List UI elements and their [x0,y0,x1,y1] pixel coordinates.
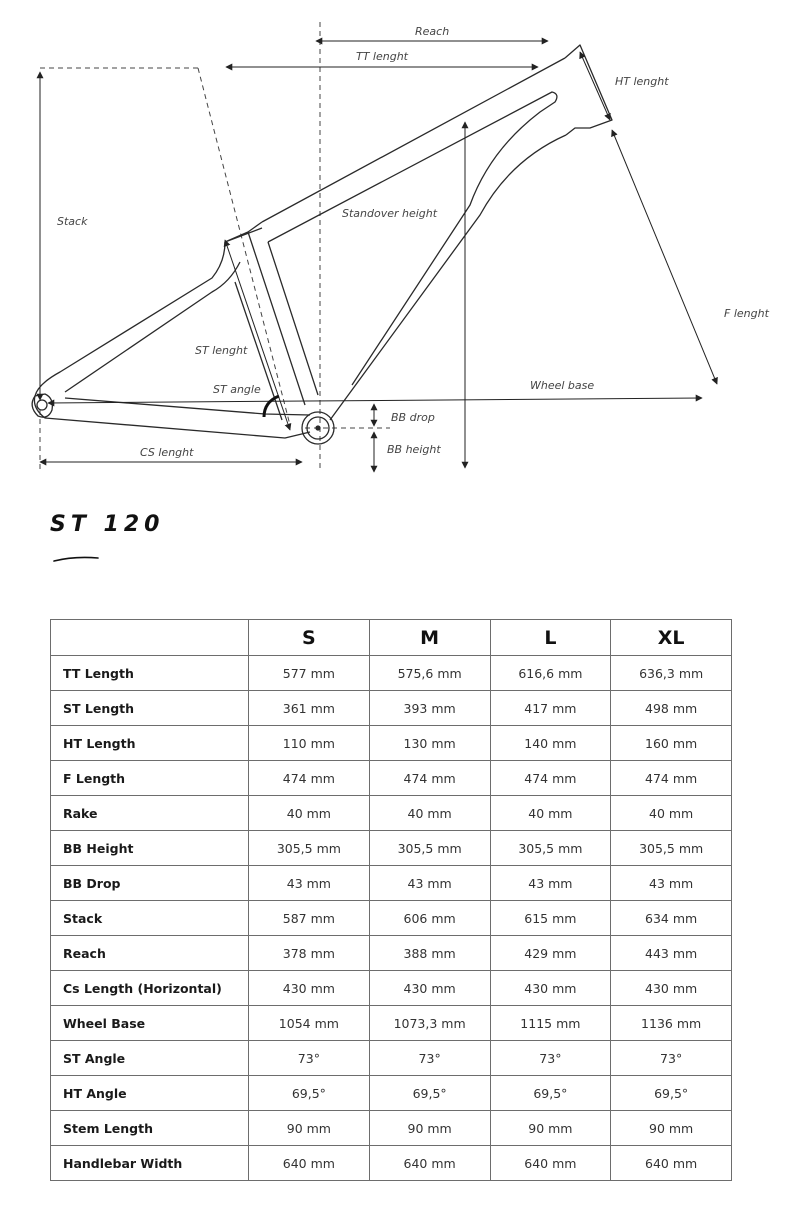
table-cell: 634 mm [611,901,732,936]
table-cell: 1054 mm [249,1006,370,1041]
table-row [51,1111,732,1146]
row-label: TT Length [51,656,249,691]
bb-height-label: BB height [387,443,441,456]
dimension-lines [40,41,717,472]
table-cell: 90 mm [611,1111,732,1146]
table-cell: 43 mm [490,866,611,901]
bb-drop-label: BB drop [391,411,435,424]
table-cell: 40 mm [369,796,490,831]
row-label: Stack [51,901,249,936]
wheel-base-label: Wheel base [530,379,595,392]
table-cell: 130 mm [369,726,490,761]
table-cell: 305,5 mm [490,831,611,866]
table-cell: 110 mm [249,726,370,761]
table-row [51,936,732,971]
table-row [51,971,732,1006]
table-row [51,1076,732,1111]
table-cell: 1136 mm [611,1006,732,1041]
table-cell: 429 mm [490,936,611,971]
row-label: Reach [51,936,249,971]
model-title: ST 120 [50,512,165,537]
row-label: HT Angle [51,1076,249,1111]
row-label: F Length [51,761,249,796]
table-cell: 474 mm [369,761,490,796]
f-length-label: F lenght [724,307,769,320]
reach-label: Reach [415,25,450,38]
table-cell: 40 mm [490,796,611,831]
table-cell: 575,6 mm [369,656,490,691]
table-cell: 90 mm [490,1111,611,1146]
table-cell: 388 mm [369,936,490,971]
table-cell: 640 mm [249,1146,370,1181]
table-row [51,1041,732,1076]
table-cell: 140 mm [490,726,611,761]
row-label: Handlebar Width [51,1146,249,1181]
table-cell: 40 mm [611,796,732,831]
table-cell: 616,6 mm [490,656,611,691]
st-angle-label: ST angle [213,383,261,396]
table-row [51,761,732,796]
row-label: Rake [51,796,249,831]
table-cell: 1115 mm [490,1006,611,1041]
table-cell: 636,3 mm [611,656,732,691]
table-cell: 305,5 mm [611,831,732,866]
table-cell: 73° [611,1041,732,1076]
table-row [51,656,732,691]
table-cell: 587 mm [249,901,370,936]
table-cell: 305,5 mm [369,831,490,866]
row-label: Cs Length (Horizontal) [51,971,249,1006]
table-cell: 1073,3 mm [369,1006,490,1041]
table-cell: 73° [490,1041,611,1076]
table-cell: 430 mm [369,971,490,1006]
table-cell: 43 mm [611,866,732,901]
wheel-base-dimension [48,398,702,403]
table-cell: 417 mm [490,691,611,726]
table-cell: 73° [249,1041,370,1076]
row-label: BB Drop [51,866,249,901]
size-header: XL [611,620,732,656]
table-cell: 474 mm [249,761,370,796]
table-corner-cell [51,620,249,656]
table-cell: 606 mm [369,901,490,936]
standover-height-label: Standover height [342,207,438,220]
cs-length-label: CS lenght [140,446,194,459]
table-cell: 361 mm [249,691,370,726]
table-cell: 430 mm [611,971,732,1006]
row-label: BB Height [51,831,249,866]
table-row [51,866,732,901]
frame-geometry-diagram [0,0,790,480]
table-row [51,1006,732,1041]
table-cell: 160 mm [611,726,732,761]
table-cell: 378 mm [249,936,370,971]
table-cell: 90 mm [249,1111,370,1146]
row-label: Wheel Base [51,1006,249,1041]
table-row [51,796,732,831]
geometry-table [50,619,732,1181]
table-cell: 443 mm [611,936,732,971]
row-label: ST Length [51,691,249,726]
st-length-label: ST lenght [195,344,248,357]
table-cell: 430 mm [249,971,370,1006]
table-cell: 577 mm [249,656,370,691]
row-label: ST Angle [51,1041,249,1076]
table-cell: 69,5° [249,1076,370,1111]
table-cell: 305,5 mm [249,831,370,866]
table-row [51,901,732,936]
geometry-table-body [51,656,732,1181]
size-header: S [249,620,370,656]
table-row [51,831,732,866]
table-row [51,1146,732,1181]
table-cell: 69,5° [369,1076,490,1111]
stack-label: Stack [57,215,88,228]
table-cell: 43 mm [249,866,370,901]
table-cell: 640 mm [369,1146,490,1181]
f-length-dimension [612,130,717,384]
table-cell: 40 mm [249,796,370,831]
ht-length-label: HT lenght [615,75,669,88]
table-cell: 615 mm [490,901,611,936]
table-cell: 90 mm [369,1111,490,1146]
size-header: M [369,620,490,656]
table-row [51,691,732,726]
table-header-row [51,620,732,656]
table-row [51,726,732,761]
table-cell: 498 mm [611,691,732,726]
table-cell: 474 mm [611,761,732,796]
row-label: HT Length [51,726,249,761]
table-cell: 43 mm [369,866,490,901]
ht-length-dimension [580,52,610,120]
row-label: Stem Length [51,1111,249,1146]
table-cell: 73° [369,1041,490,1076]
table-cell: 474 mm [490,761,611,796]
table-cell: 640 mm [490,1146,611,1181]
table-cell: 640 mm [611,1146,732,1181]
construction-lines [40,22,390,472]
size-header: L [490,620,611,656]
table-cell: 69,5° [490,1076,611,1111]
tt-length-label: TT lenght [356,50,408,63]
table-cell: 69,5° [611,1076,732,1111]
title-underline [52,552,100,564]
bike-frame [32,45,612,444]
table-cell: 430 mm [490,971,611,1006]
table-cell: 393 mm [369,691,490,726]
